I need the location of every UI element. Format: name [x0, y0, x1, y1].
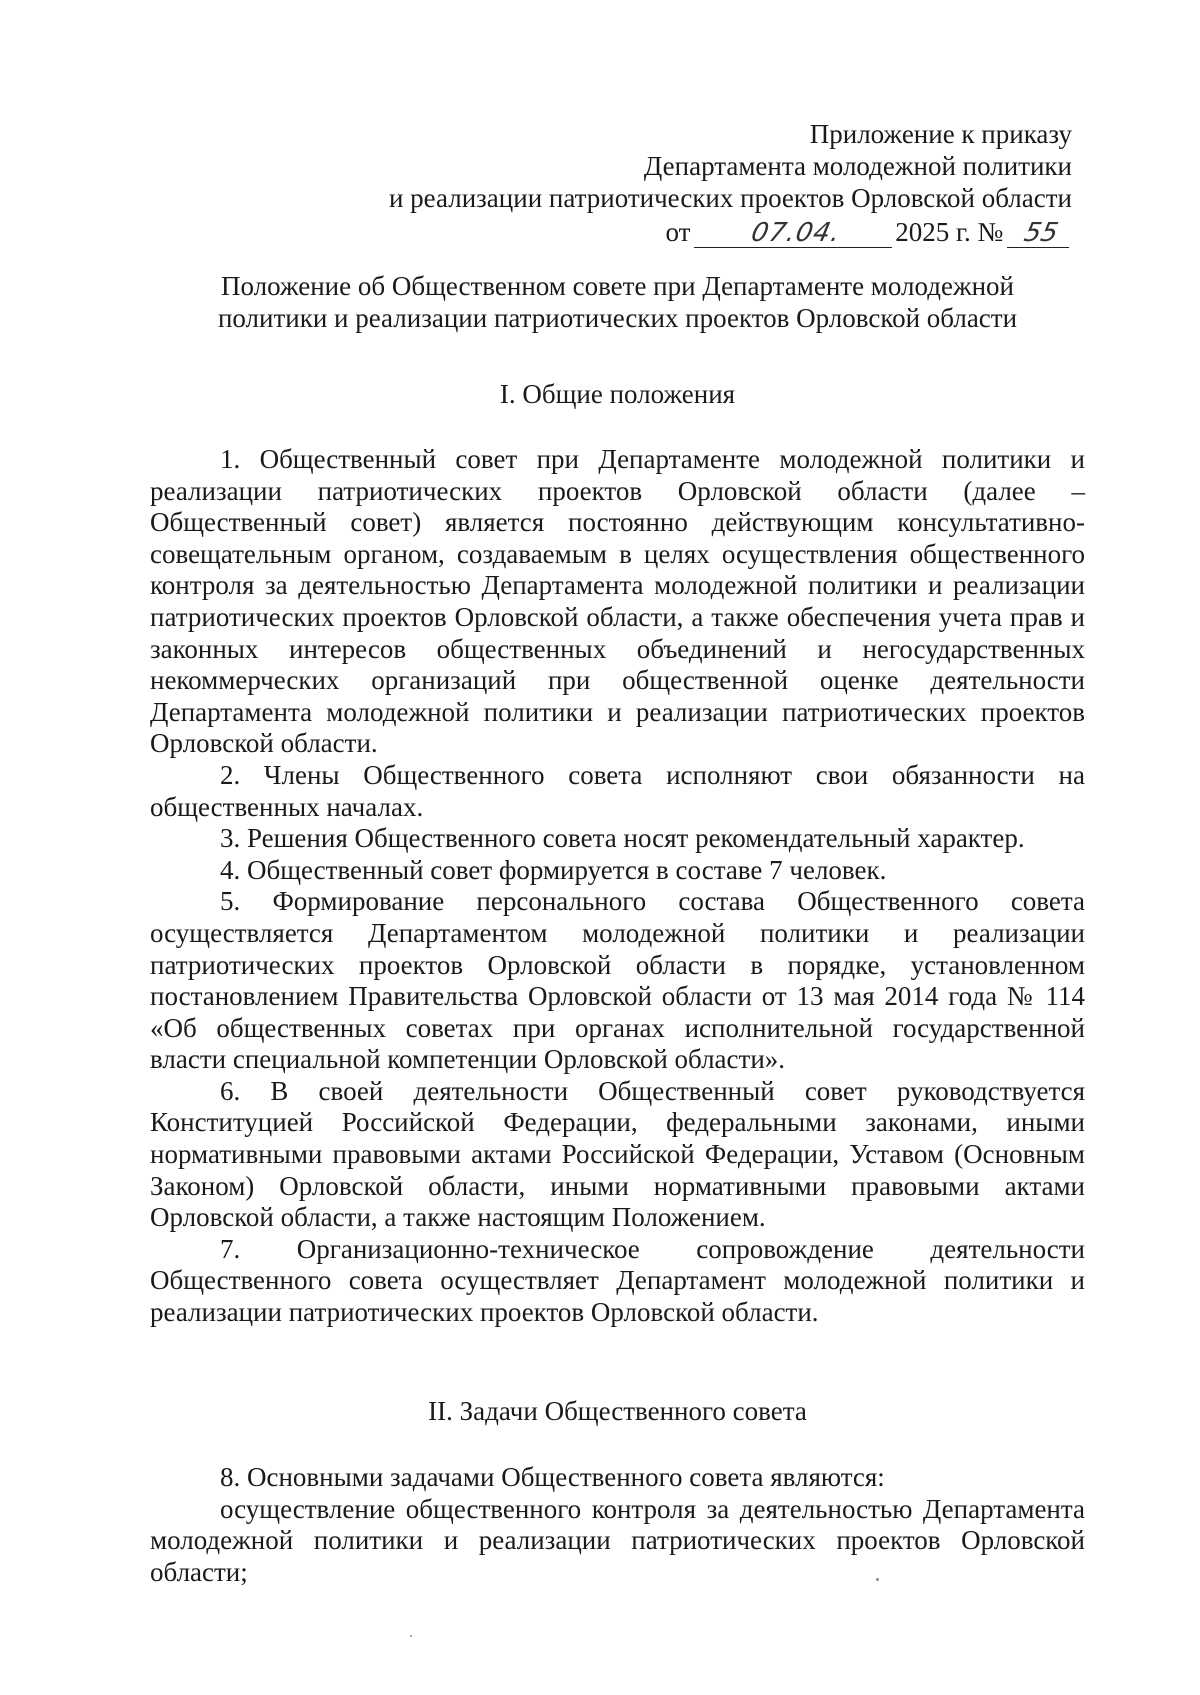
appendix-header — [389, 118, 1072, 248]
section-1-body — [150, 444, 1085, 1329]
from-label: от — [665, 217, 691, 247]
section-1-heading: I. Общие положения — [499, 379, 736, 409]
appendix-line-3: и реализации патриотических проектов Орловской области — [388, 183, 1072, 213]
section-2-heading: II. Задачи Общественного совета — [428, 1396, 807, 1426]
year-number-label: 2025 г. № — [895, 217, 1004, 247]
appendix-line-1: Приложение к приказу — [809, 119, 1072, 149]
paragraph-6: 6. В своей деятельности Общественный совет руководствуется Конституцией Российской Федерации, федеральными законами, иными нормативными правовыми актами Российской Федерации, Уставом (Основным Законом) Орловской области, иными нормативными правовыми актами Орловской области, а также настоящим Положением. — [150, 1075, 1085, 1233]
appendix-line-2: Департамента молодежной политики — [643, 151, 1072, 181]
paragraph-2: 2. Члены Общественного совета исполняют свои обязанности на общественных началах. — [150, 759, 1085, 822]
paragraph-7: 7. Организационно-техническое сопровождение деятельности Общественного совета осуществляет Департамент молодежной политики и реализации патриотических проектов Орловской области. — [150, 1233, 1085, 1328]
title-line-1: Положение об Общественном совете при Департаменте молодежной — [220, 271, 1015, 301]
section-2-body — [150, 1462, 1085, 1588]
paragraph-1: 1. Общественный совет при Департаменте молодежной политики и реализации патриотических проектов Орловской области (далее – Общественный совет) является постоянно действующим консультативно-совещательным органом, создаваемым в целях осуществления общественного контроля за деятельностью Департамента молодежной политики и реализации патриотических проектов Орловской области, а также обеспечения учета прав и законных интересов общественных объединений и негосударственных некоммерческих организаций при общественной оценке деятельности Департамента молодежной политики и реализации патриотических проектов Орловской области. — [150, 444, 1085, 759]
handwritten-date: 07.04. — [694, 219, 898, 248]
document-title — [150, 270, 1085, 334]
paragraph-4: 4. Общественный совет формируется в составе 7 человек. — [220, 854, 887, 885]
scan-speck — [876, 1578, 879, 1581]
paragraph-8-item-1: осуществление общественного контроля за деятельностью Департамента молодежной политики и реализации патриотических проектов Орловской области; — [150, 1493, 1085, 1587]
handwritten-order-number: 55 — [1007, 219, 1075, 248]
paragraph-3: 3. Решения Общественного совета носят рекомендательный характер. — [220, 823, 1025, 854]
paragraph-8: 8. Основными задачами Общественного совета являются: — [220, 1462, 885, 1492]
scan-speck — [410, 1635, 412, 1637]
title-line-2: политики и реализации патриотических проектов Орловской области — [217, 303, 1018, 333]
paragraph-5: 5. Формирование персонального состава Общественного совета осуществляется Департаментом молодежной политики и реализации патриотических проектов Орловской области в порядке, установленном постановлением Правительства Орловской области от 13 мая 2014 года № 114 «Об общественных советах при органах исполнительной государственной власти специальной компетенции Орловской области». — [150, 886, 1085, 1075]
order-date-number-line — [389, 216, 1072, 248]
